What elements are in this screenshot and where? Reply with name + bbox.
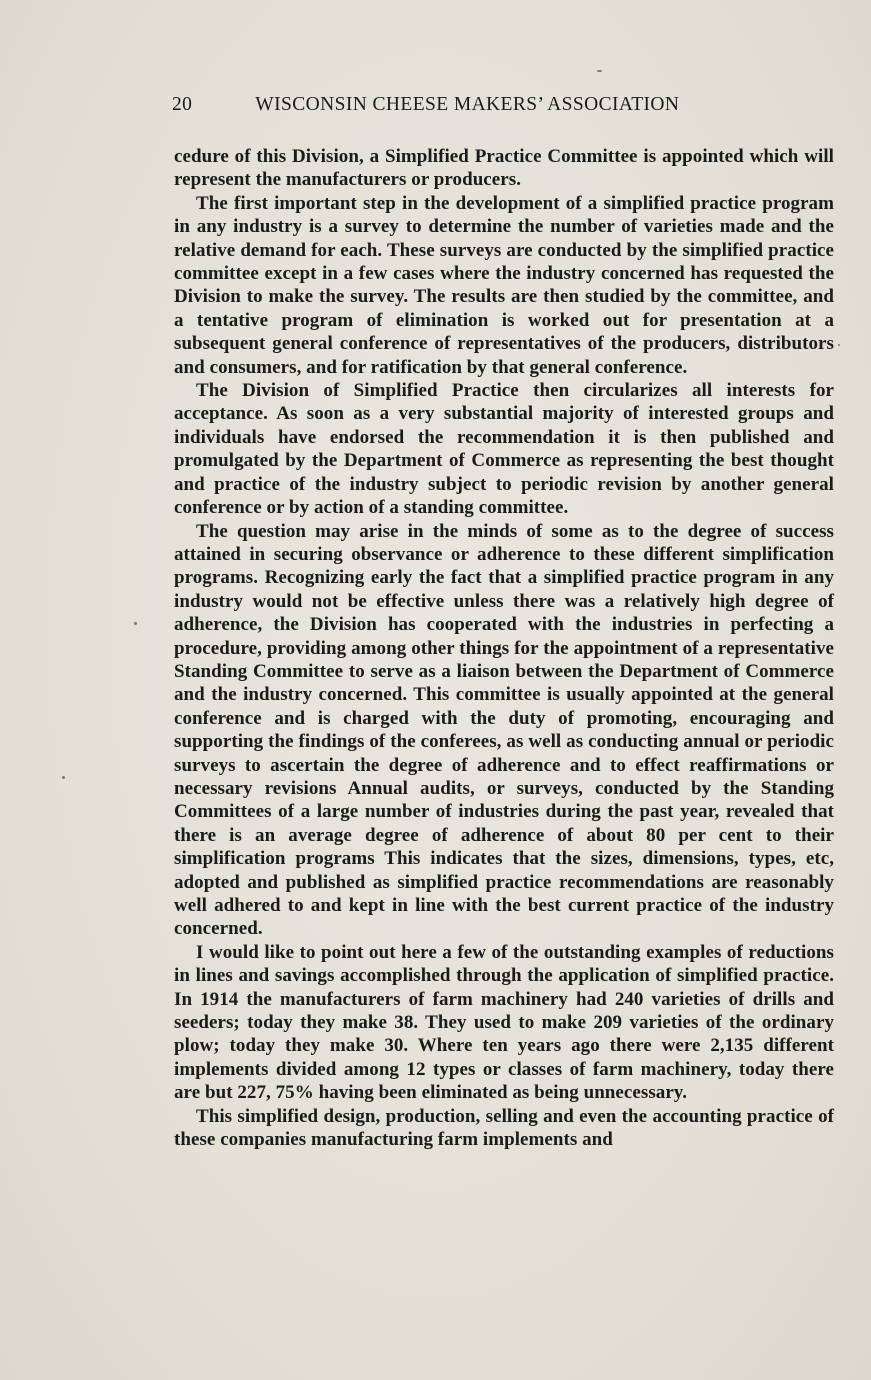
- running-title: WISCONSIN CHEESE MAKERS’ ASSOCIATION: [255, 94, 680, 115]
- paragraph-continued-procedure: cedure of this Division, a Simplified Practice Committee is appointed which will represent the manufacturers or producers.: [174, 146, 834, 191]
- paper-speck: [134, 622, 137, 625]
- paragraph-survey-step: The first important step in the development of a simplified practice program in any industry is a survey to determine the number of varieties made and the relative demand for each. These surveys are conducted by the simplified practice committee except in a few cases where the industry concerned has requested the Division to make the survey. The results are then studied by the committee, and a tentative program of elimination is worked out for presentation at a subsequent general conference of representatives of the producers, distributors and consumers, and for ratification by that general conference.: [174, 192, 834, 378]
- page-number: 20: [172, 94, 193, 115]
- paper-speck: [62, 776, 65, 779]
- paragraph-farm-machinery-examples: I would like to point out here a few of the outstanding examples of reductions in lines and savings accomplished through the application of simplified practice. In 1914 the manufacturers of farm machinery had 240 varieties of drills and seeders; today they make 38. They used to make 209 varieties of the ordinary plow; today they make 30. Where ten years ago there were 2,135 different implements divided among 12 types or classes of farm machinery, today there are but 227, 75% having been eliminated as being unnecessary.: [174, 941, 834, 1104]
- paragraph-simplified-design: This simplified design, production, selling and even the accounting practice of these companies manufacturing farm implements and: [174, 1105, 834, 1151]
- body-text: [174, 145, 834, 1151]
- paper-speck: [838, 344, 840, 346]
- paragraph-acceptance: The Division of Simplified Practice then circularizes all interests for acceptance. As soon as a very substantial majority of interested groups and individuals have endorsed the recommendation it is then published and promulgated by the Department of Commerce as representing the best thought and practice of the industry subject to periodic revision by another general conference or by action of a standing committee.: [174, 380, 834, 519]
- paper-speck: [597, 70, 602, 72]
- page-header: [172, 94, 762, 116]
- paragraph-adherence: The question may arise in the minds of some as to the degree of success attained in securing observance or adherence to these different simplification programs. Recognizing early the fact that a simplified practice program in any industry would not be effective unless there was a relatively high degree of adherence, the Division has cooperated with the industries in perfecting a procedure, providing among other things for the appointment of a representative Standing Committee to serve as a liaison between the Department of Commerce and the industry concerned. This committee is usually appointed at the general conference and is charged with the duty of promoting, encouraging and supporting the findings of the conferees, as well as conducting annual or periodic surveys to ascertain the degree of adherence and to effect reaffirmations or necessary revisions Annual audits, or surveys, conducted by the Standing Committees of a large number of industries during the past year, revealed that there is an average degree of adherence of about 80 per cent to their simplification programs This indicates that the sizes, dimensions, types, etc, adopted and published as simplified practice recommendations are reasonably well adhered to and kept in line with the best current practice of the industry concerned.: [174, 520, 834, 940]
